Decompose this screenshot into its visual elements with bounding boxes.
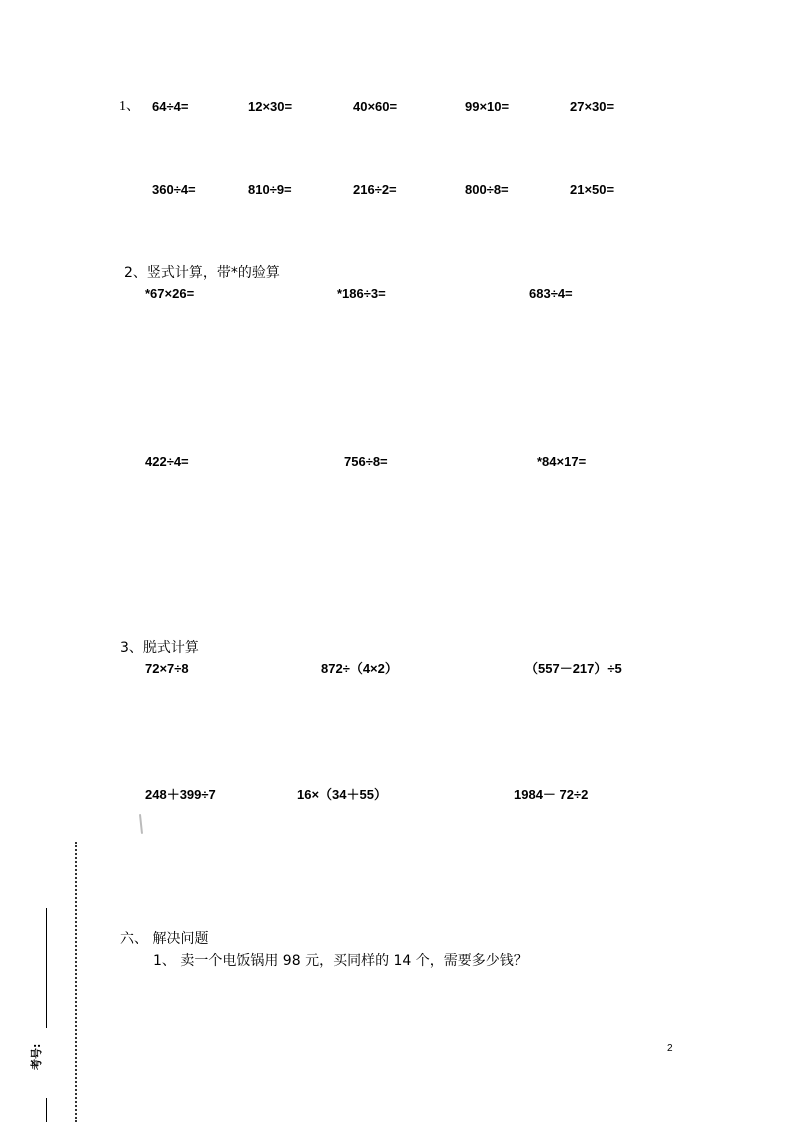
problem-1-6: 360÷4= [152, 182, 196, 197]
problem-2-6: *84×17= [537, 454, 587, 469]
problem-2-4: 422÷4= [145, 454, 189, 469]
problem-2-2: *186÷3= [337, 286, 386, 301]
exam-number-line-bottom [46, 1098, 47, 1122]
problem-1-8: 216÷2= [353, 182, 397, 197]
problem-3-3: （557－217）÷5 [525, 661, 622, 676]
problem-1-4: 99×10= [465, 99, 510, 114]
problem-2-5: 756÷8= [344, 454, 388, 469]
problem-3-2: 872÷（4×2） [321, 661, 398, 676]
section3-title: 3、脱式计算 [120, 640, 199, 656]
problem-1-1: 64÷4= [152, 99, 189, 114]
problem-1-5: 27×30= [570, 99, 615, 114]
problem-1-7: 810÷9= [248, 182, 292, 197]
problem-3-1: 72×7÷8 [145, 661, 189, 676]
section6-title: 六、 解决问题 [120, 931, 209, 947]
section2-title: 2、竖式计算，带*的验算 [124, 265, 280, 281]
problem-1-9: 800÷8= [465, 182, 509, 197]
problem-1-10: 21×50= [570, 182, 615, 197]
binding-dotted-line [75, 842, 77, 1122]
problem-1-2: 12×30= [248, 99, 293, 114]
stray-mark [139, 814, 143, 834]
problem-3-6: 1984－ 72÷2 [514, 787, 589, 802]
exam-number-label: 考号: [30, 1043, 43, 1070]
word-problem-1: 1、 卖一个电饭锅用 98 元，买同样的 14 个，需要多少钱？ [153, 953, 528, 969]
exam-number-line-top [46, 908, 47, 1028]
problem-3-4: 248＋399÷7 [145, 787, 216, 802]
section1-number: 1、 [119, 99, 140, 114]
problem-2-3: 683÷4= [529, 286, 573, 301]
problem-1-3: 40×60= [353, 99, 398, 114]
problem-2-1: *67×26= [145, 286, 195, 301]
page-number: 2 [667, 1043, 673, 1054]
problem-3-5: 16×（34＋55） [297, 787, 387, 802]
